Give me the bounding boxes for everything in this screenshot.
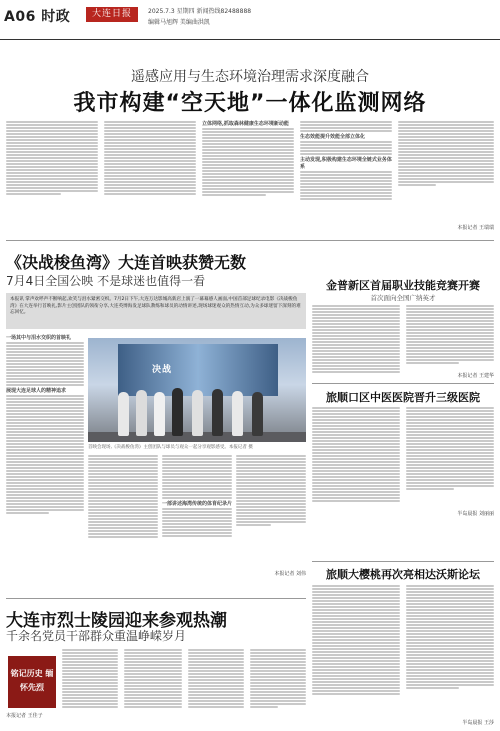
story1-headline: 我市构建“空天地”一体化监测网络: [73, 91, 427, 116]
story6-author: 本报记者 王佳子: [6, 713, 43, 719]
divider: [6, 598, 306, 599]
person-figure: [252, 392, 263, 436]
page-number-text: A06: [4, 9, 36, 25]
person-figure: [118, 392, 129, 436]
story5-headline: 旅顺大樱桃再次亮相达沃斯论坛: [326, 568, 480, 581]
photo-caption: 首映会现场,《决战梭鱼湾》主创团队与球员与观众一起分享观影感受。本报记者 摄: [88, 445, 253, 450]
story2-subhead-3: 一部讲述海湾传统的体育纪录片: [162, 501, 233, 507]
story5-col2: [406, 584, 494, 690]
divider: [312, 383, 494, 384]
page-header: [0, 0, 500, 40]
story1-subhead-2: 生态效能提升效能全部立体化: [300, 134, 366, 140]
story5-author: 半岛晨报 王莎: [462, 720, 494, 726]
divider: [6, 240, 494, 241]
story6-col2: [124, 648, 182, 709]
date-line: 2025.7.3 星期四 新闻热线82488888: [148, 8, 252, 15]
editors-line: 编辑马旭辉 美编曲洪凯: [148, 19, 210, 26]
cinema-screen: [118, 344, 278, 396]
story3-subheadline: 首次面向全国广纳英才: [370, 294, 436, 302]
section-name: 时政: [41, 9, 71, 25]
story2-author: 本报记者 刘伟: [274, 571, 306, 577]
story2-summary: [6, 293, 306, 329]
story2-col2: [88, 454, 158, 539]
story2-headline: 《决战梭鱼湾》大连首映获赞无数: [6, 253, 247, 272]
story4-col2: [406, 406, 494, 491]
story1-col4: [300, 120, 392, 201]
story3-col2: [406, 304, 494, 365]
newspaper-logo: 大连日报: [86, 7, 138, 22]
screen-title: 决战: [152, 365, 173, 375]
person-figure: [172, 388, 183, 436]
story6-headline: 大连市烈士陵园迎来参观热潮: [6, 611, 227, 631]
story1-col5: [398, 120, 494, 187]
story1-col3: [202, 120, 294, 197]
divider: [312, 561, 494, 562]
story1-kicker: 遥感应用与生态环境治理需求深度融合: [131, 69, 369, 85]
person-figure: [136, 390, 147, 436]
story2-col4: [236, 454, 306, 527]
story1-author: 本报记者 王瑞瑞: [457, 225, 494, 231]
story3-headline: 金普新区首届职业技能竞赛开赛: [326, 279, 480, 292]
person-figure: [192, 390, 203, 436]
story6-col3: [188, 648, 244, 709]
story4-col1: [312, 406, 400, 503]
memorial-logo: 铭记历史 缅怀先烈: [8, 656, 56, 708]
story2-col3: [162, 454, 232, 538]
story6-col4: [250, 648, 306, 709]
person-figure: [154, 392, 165, 436]
story2-subheadline: 7月4日全国公映 不是球迷也值得一看: [6, 274, 206, 288]
person-figure: [232, 391, 243, 436]
story1-col1: [6, 120, 98, 196]
story6-col1: [62, 648, 118, 709]
story1-subhead-3: 主动发现,积极构建生态环境全链式业务体系: [300, 157, 392, 170]
story2-summary-text: 本报讯 掌声欢呼声不断响起,欢笑与泪水紧密交织。7月2日下午,大连万达影城高新店上演了一幕幕感人画面,中国首部足球纪录电影《决战梭鱼湾》在大连举行首映礼,影片主创团队的领衔分享,大连英博海发足球队教练和球员的动情讲述,现场球迷观众的热情互动,为众多球迷留下深刻的难忘回忆。: [10, 297, 301, 315]
story2-col1: [6, 334, 84, 515]
story5-col1: [312, 584, 400, 696]
story1-subhead-1: 立体网络,抓取森林健康生态环境新动能: [202, 121, 289, 127]
story2-subhead-1: 一场其中与泪水交织的首映礼: [6, 335, 72, 341]
story2-subhead-2: 展现大连足球人的精神追求: [6, 388, 67, 394]
story1-col2: [104, 120, 196, 196]
story4-author: 半岛晨报 刘丽丽: [457, 511, 494, 517]
premiere-photo: [88, 338, 306, 442]
page-number: [4, 6, 70, 26]
story4-headline: 旅顺口区中医医院晋升三级医院: [326, 391, 480, 404]
story3-author: 本报记者 王建华: [457, 373, 494, 379]
story6-subheadline: 千余名党员干部群众重温峥嵘岁月: [6, 629, 187, 643]
person-figure: [212, 389, 223, 436]
story3-col1: [312, 304, 400, 374]
